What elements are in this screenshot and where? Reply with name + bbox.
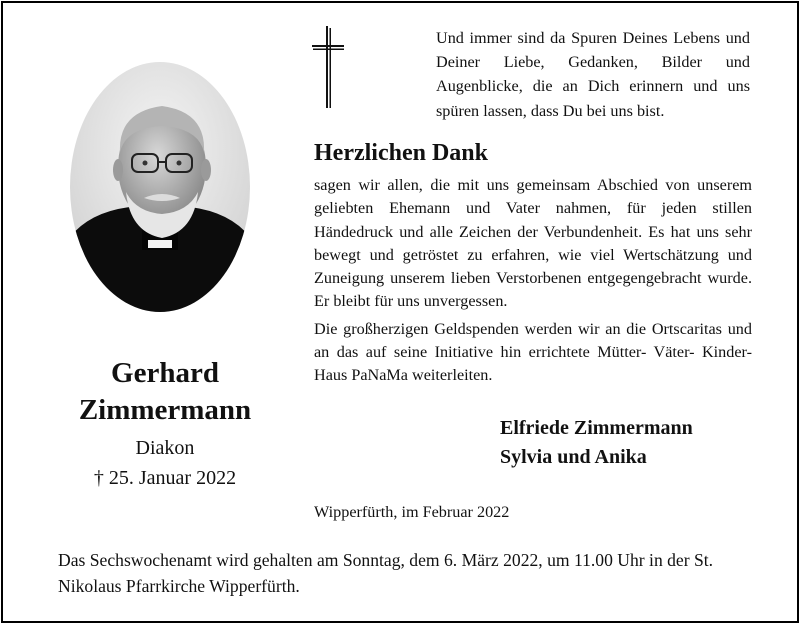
memorial-quote: Und immer sind da Spuren Deines Lebens und Deiner Liebe, Gedanken, Bilder und Augenblicke, die an Dich erinnern und uns spüren lassen, dass Du bei uns bist. — [436, 29, 750, 120]
thanks-heading: Herzlichen Dank — [314, 140, 488, 166]
mass-announcement: Das Sechswochenamt wird gehalten am Sonntag, dem 6. März 2022, um 11.00 Uhr in der St. Nikolaus Pfarrkirche Wipperfürth. — [58, 550, 714, 596]
deceased-last-name: Zimmermann — [78, 394, 252, 426]
cross-icon — [310, 24, 346, 110]
signer-line: Sylvia und Anika — [500, 446, 647, 468]
signers — [500, 414, 693, 472]
thanks-text — [314, 174, 752, 388]
place-and-date: Wipperfürth, im Februar 2022 — [314, 503, 510, 521]
deceased-first-name: Gerhard — [111, 357, 219, 389]
thanks-paragraph: sagen wir allen, die mit uns gemeinsam Abschied von unserem geliebten Ehemann und Vater nahmen, für jeden stillen Händedruck und alle Zeichen der Verbundenheit. Es hat uns sehr bewegt und getröstet zu erfahren, wie viel Wertschätzung und Zuneigung unserem lieben Verstorbenen entgegengebracht wurde. Er bleibt für uns unvergessen. — [314, 176, 752, 311]
signer-line: Elfriede Zimmermann — [500, 417, 693, 439]
portrait-photo — [70, 62, 250, 312]
deceased-block — [55, 355, 275, 493]
deceased-title: Diakon — [135, 437, 195, 459]
death-date: † 25. Januar 2022 — [93, 467, 237, 489]
donation-paragraph: Die großherzigen Geldspenden werden wir an die Ortscaritas und an das auf seine Initiative hin errichtete Mütter- Väter- Kinder- Haus PaNaMa weiterleiten. — [314, 319, 752, 385]
